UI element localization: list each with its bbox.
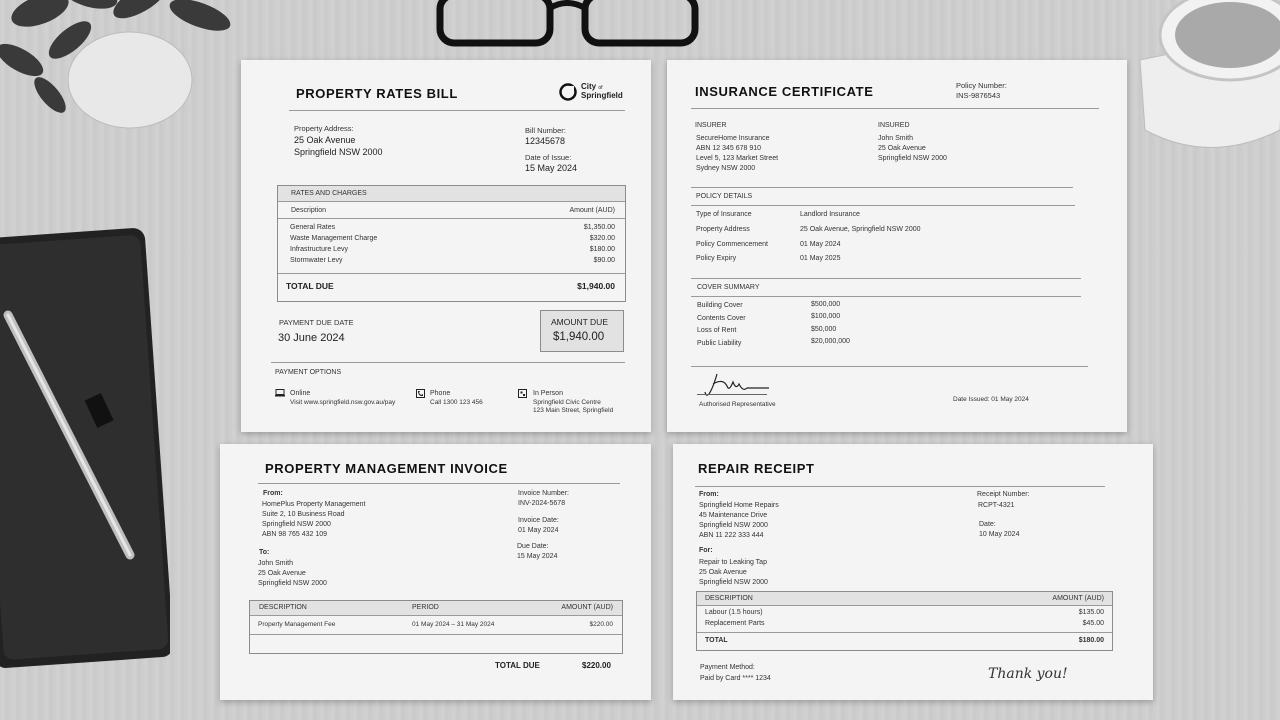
charge-amount: $320.00: [589, 235, 615, 242]
bill-number-label: Bill Number:: [525, 126, 566, 135]
receipt-date-label: Date:: [979, 521, 996, 528]
cover-summary-heading: COVER SUMMARY: [697, 284, 760, 291]
receipt-from-details: Springfield Home Repairs 45 Maintenance Drive Springfield NSW 2000 ABN 11 222 333 444: [699, 502, 779, 539]
col-description: DESCRIPTION: [705, 595, 753, 602]
detail-value: 01 May 2024: [800, 241, 841, 248]
detail-value: Landlord Insurance: [800, 211, 860, 218]
insurance-title: INSURANCE CERTIFICATE: [695, 84, 874, 99]
payment-due-date: 30 June 2024: [278, 332, 345, 344]
charge-desc: General Rates: [290, 224, 336, 231]
total-due-amount: $1,940.00: [577, 281, 615, 291]
issue-date-label: Date of Issue:: [525, 153, 572, 162]
invoice-row-desc: Property Management Fee: [258, 621, 336, 628]
property-address-label: Property Address:: [294, 124, 354, 133]
rates-bill-title: PROPERTY RATES BILL: [296, 86, 458, 101]
charge-amount: $90.00: [593, 257, 615, 264]
cover-value: $20,000,000: [811, 338, 850, 345]
col-period: PERIOD: [412, 604, 439, 611]
coffee-cup-icon: [1135, 0, 1280, 160]
receipt-table: [696, 591, 1113, 651]
col-description: DESCRIPTION: [259, 604, 307, 611]
receipt-title: REPAIR RECEIPT: [698, 461, 815, 476]
invoice-table: [249, 600, 623, 654]
receipt-item-desc: Replacement Parts: [705, 620, 765, 627]
option-online-name: Online: [290, 390, 311, 397]
receipt-date: 10 May 2024: [979, 531, 1020, 538]
detail-value: 01 May 2025: [800, 255, 841, 262]
charge-desc: Waste Management Charge: [290, 235, 378, 242]
payment-method-label: Payment Method:: [700, 664, 755, 671]
property-address-line2: Springfield NSW 2000: [294, 147, 383, 157]
receipt-for-details: Repair to Leaking Tap 25 Oak Avenue Springfield NSW 2000: [699, 559, 768, 586]
policy-number-label: Policy Number:: [956, 81, 1007, 90]
notebook-with-pen-icon: [0, 225, 170, 685]
invoice-from-label: From:: [263, 490, 283, 497]
option-phone-detail: Call 1300 123 456: [430, 399, 483, 406]
insurer-details: SecureHome Insurance ABN 12 345 678 910 Level 5, 123 Market Street Sydney NSW 2000: [696, 135, 779, 172]
policy-number: INS-9876543: [956, 91, 1001, 100]
detail-key: Property Address: [696, 226, 750, 233]
council-name-line2: Springfield: [581, 91, 623, 100]
cover-key: Building Cover: [697, 302, 743, 309]
cover-value: $50,000: [811, 326, 837, 333]
option-inperson-name: In Person: [533, 390, 563, 397]
cover-value: $500,000: [811, 301, 841, 308]
charge-amount: $180.00: [589, 246, 615, 253]
insured-details: John Smith 25 Oak Avenue Springfield NSW 2000: [878, 135, 947, 162]
invoice-to-label: To:: [259, 549, 270, 556]
receipt-total-label: TOTAL: [705, 637, 728, 644]
bill-number: 12345678: [525, 136, 566, 146]
signature-icon: [703, 370, 773, 400]
invoice-total: $220.00: [582, 661, 611, 670]
detail-key: Type of Insurance: [696, 211, 752, 218]
invoice-date-label: Invoice Date:: [518, 517, 559, 524]
potted-plant-icon: [0, 0, 240, 140]
insurer-label: INSURER: [695, 122, 727, 129]
cover-key: Public Liability: [697, 340, 742, 347]
col-amount: AMOUNT (AUD): [561, 604, 613, 611]
divider: [289, 110, 625, 111]
detail-key: Policy Expiry: [696, 255, 737, 262]
eyeglasses-icon: [425, 0, 705, 50]
rates-charges-table: [277, 185, 626, 302]
due-date: 15 May 2024: [517, 553, 558, 560]
phone-icon: [416, 389, 425, 398]
invoice-number: INV-2024-5678: [518, 500, 566, 507]
rates-charges-heading: RATES AND CHARGES: [291, 190, 367, 197]
laptop-icon: [275, 389, 285, 397]
cover-value: $100,000: [811, 313, 841, 320]
council-name-line1: City of: [581, 82, 603, 91]
invoice-title: PROPERTY MANAGEMENT INVOICE: [265, 461, 508, 476]
invoice-date: 01 May 2024: [518, 527, 559, 534]
invoice-row-period: 01 May 2024 – 31 May 2024: [412, 621, 495, 628]
col-amount: AMOUNT (AUD): [1052, 595, 1104, 602]
building-icon: [518, 389, 527, 398]
property-address-line1: 25 Oak Avenue: [294, 135, 356, 145]
receipt-item-amount: $135.00: [1078, 609, 1104, 616]
detail-value: 25 Oak Avenue, Springfield NSW 2000: [800, 226, 921, 233]
payment-due-label: PAYMENT DUE DATE: [279, 318, 354, 327]
receipt-from-label: From:: [699, 491, 719, 498]
property-management-invoice: [220, 444, 651, 700]
thank-you-note: Thank you!: [988, 666, 1068, 682]
invoice-number-label: Invoice Number:: [518, 490, 569, 497]
option-phone-name: Phone: [430, 390, 451, 397]
property-rates-bill: [241, 60, 651, 432]
option-inperson-detail: Springfield Civic Centre: [533, 399, 601, 406]
repair-receipt: [673, 444, 1153, 700]
invoice-to-details: John Smith 25 Oak Avenue Springfield NSW 2000: [258, 560, 327, 587]
charge-desc: Stormwater Levy: [290, 257, 343, 264]
col-description: Description: [291, 207, 327, 214]
receipt-number: RCPT-4321: [978, 502, 1015, 509]
council-logo: [559, 82, 629, 104]
col-amount: Amount (AUD): [569, 207, 615, 214]
due-date-label: Due Date:: [517, 543, 549, 550]
council-logo-icon: [559, 83, 577, 101]
issue-date: 15 May 2024: [525, 163, 578, 173]
insured-label: INSURED: [878, 122, 910, 129]
policy-details-heading: POLICY DETAILS: [696, 193, 753, 200]
total-due-label: TOTAL DUE: [286, 281, 334, 291]
option-inperson-detail2: 123 Main Street, Springfield: [533, 407, 614, 414]
invoice-from-details: HomePlus Property Management Suite 2, 10 Business Road Springfield NSW 2000 ABN 98 765 432 109: [262, 501, 366, 538]
detail-key: Policy Commencement: [696, 241, 768, 248]
invoice-total-label: TOTAL DUE: [495, 661, 540, 670]
insurance-certificate: [667, 60, 1127, 432]
receipt-number-label: Receipt Number:: [977, 491, 1030, 498]
cover-key: Loss of Rent: [697, 327, 737, 334]
receipt-for-label: For:: [699, 547, 713, 554]
option-online-detail: Visit www.springfield.nsw.gov.au/pay: [290, 399, 396, 406]
invoice-row-amount: $220.00: [589, 621, 613, 628]
cover-key: Contents Cover: [697, 315, 746, 322]
amount-due-label: AMOUNT DUE: [551, 317, 608, 327]
charge-amount: $1,350.00: [583, 224, 615, 231]
amount-due-box: [540, 310, 624, 352]
receipt-item-amount: $45.00: [1082, 620, 1104, 627]
payment-options-heading: PAYMENT OPTIONS: [275, 369, 342, 376]
signature-label: Authorised Representative: [699, 401, 776, 408]
receipt-total: $180.00: [1078, 637, 1104, 644]
payment-method: Paid by Card **** 1234: [700, 675, 771, 682]
receipt-item-desc: Labour (1.5 hours): [705, 609, 763, 616]
date-issued: Date Issued: 01 May 2024: [953, 396, 1029, 403]
charge-desc: Infrastructure Levy: [290, 246, 348, 253]
amount-due-value: $1,940.00: [553, 331, 605, 343]
